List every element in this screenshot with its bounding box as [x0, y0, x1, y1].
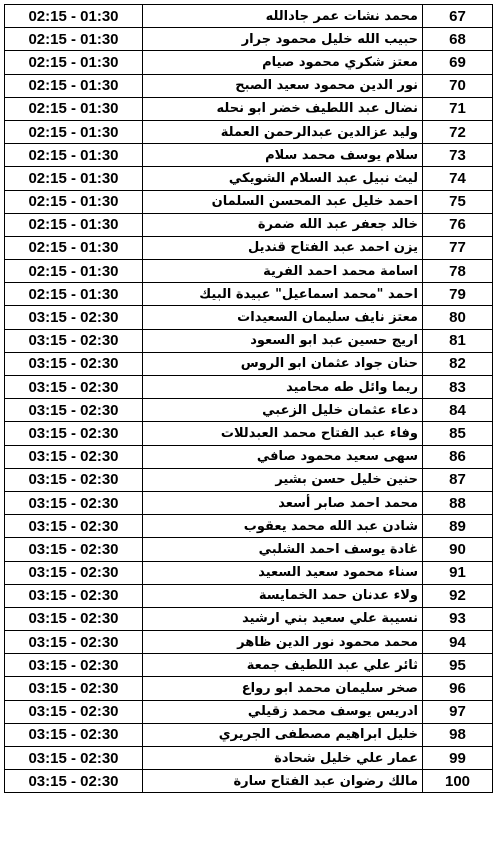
time-slot-cell: 02:15 - 01:30: [5, 74, 143, 97]
time-slot-cell: 03:15 - 02:30: [5, 770, 143, 793]
student-name-cell: نضال عبد اللطيف خضر ابو نحله: [143, 97, 423, 120]
table-row: [5, 422, 493, 445]
student-name-cell: حنين خليل حسن بشير: [143, 468, 423, 491]
row-number-cell: 91: [423, 561, 493, 584]
schedule-table: [4, 4, 493, 793]
row-number-cell: 73: [423, 144, 493, 167]
student-name-cell: معتز نايف سليمان السعيدات: [143, 306, 423, 329]
student-name-cell: مالك رضوان عبد الفتاح سارة: [143, 770, 423, 793]
student-name-cell: اريج حسين عبد ابو السعود: [143, 329, 423, 352]
time-slot-cell: 03:15 - 02:30: [5, 677, 143, 700]
time-slot-cell: 03:15 - 02:30: [5, 422, 143, 445]
row-number-cell: 81: [423, 329, 493, 352]
row-number-cell: 93: [423, 607, 493, 630]
time-slot-cell: 03:15 - 02:30: [5, 561, 143, 584]
time-slot-cell: 02:15 - 01:30: [5, 144, 143, 167]
row-number-cell: 67: [423, 5, 493, 28]
time-slot-cell: 03:15 - 02:30: [5, 491, 143, 514]
row-number-cell: 88: [423, 491, 493, 514]
time-slot-cell: 03:15 - 02:30: [5, 352, 143, 375]
time-slot-cell: 02:15 - 01:30: [5, 5, 143, 28]
time-slot-cell: 02:15 - 01:30: [5, 51, 143, 74]
table-row: [5, 306, 493, 329]
student-name-cell: سهى سعيد محمود صافي: [143, 445, 423, 468]
table-row: [5, 607, 493, 630]
student-name-cell: احمد خليل عبد المحسن السلمان: [143, 190, 423, 213]
student-name-cell: صخر سليمان محمد ابو رواع: [143, 677, 423, 700]
row-number-cell: 98: [423, 723, 493, 746]
table-row: [5, 468, 493, 491]
time-slot-cell: 02:15 - 01:30: [5, 28, 143, 51]
table-row: [5, 167, 493, 190]
time-slot-cell: 03:15 - 02:30: [5, 515, 143, 538]
student-name-cell: نسيبة علي سعيد بني ارشيد: [143, 607, 423, 630]
row-number-cell: 83: [423, 376, 493, 399]
student-name-cell: احمد "محمد اسماعيل" عبيدة البيك: [143, 283, 423, 306]
row-number-cell: 71: [423, 97, 493, 120]
student-name-cell: اسامة محمد احمد الفرية: [143, 260, 423, 283]
table-row: [5, 747, 493, 770]
time-slot-cell: 02:15 - 01:30: [5, 283, 143, 306]
time-slot-cell: 03:15 - 02:30: [5, 631, 143, 654]
time-slot-cell: 03:15 - 02:30: [5, 584, 143, 607]
time-slot-cell: 03:15 - 02:30: [5, 723, 143, 746]
table-row: [5, 584, 493, 607]
time-slot-cell: 03:15 - 02:30: [5, 607, 143, 630]
time-slot-cell: 03:15 - 02:30: [5, 399, 143, 422]
time-slot-cell: 03:15 - 02:30: [5, 329, 143, 352]
student-name-cell: وليد عزالدين عبدالرحمن العملة: [143, 120, 423, 143]
table-row: [5, 5, 493, 28]
row-number-cell: 89: [423, 515, 493, 538]
student-name-cell: وفاء عبد الفتاح محمد العبدللات: [143, 422, 423, 445]
table-row: [5, 677, 493, 700]
row-number-cell: 94: [423, 631, 493, 654]
table-row: [5, 190, 493, 213]
table-row: [5, 700, 493, 723]
student-name-cell: معتز شكري محمود صيام: [143, 51, 423, 74]
row-number-cell: 95: [423, 654, 493, 677]
row-number-cell: 69: [423, 51, 493, 74]
time-slot-cell: 03:15 - 02:30: [5, 306, 143, 329]
table-row: [5, 723, 493, 746]
row-number-cell: 80: [423, 306, 493, 329]
row-number-cell: 79: [423, 283, 493, 306]
table-row: [5, 538, 493, 561]
student-name-cell: محمد احمد صابر أسعد: [143, 491, 423, 514]
time-slot-cell: 03:15 - 02:30: [5, 445, 143, 468]
table-row: [5, 770, 493, 793]
row-number-cell: 74: [423, 167, 493, 190]
time-slot-cell: 03:15 - 02:30: [5, 700, 143, 723]
row-number-cell: 97: [423, 700, 493, 723]
table-row: [5, 144, 493, 167]
student-name-cell: حنان جواد عثمان ابو الروس: [143, 352, 423, 375]
student-name-cell: محمد محمود نور الدين ظاهر: [143, 631, 423, 654]
row-number-cell: 99: [423, 747, 493, 770]
student-name-cell: سلام يوسف محمد سلام: [143, 144, 423, 167]
student-name-cell: ريما وائل طه محاميد: [143, 376, 423, 399]
row-number-cell: 96: [423, 677, 493, 700]
table-row: [5, 352, 493, 375]
student-name-cell: ولاء عدنان حمد الخمايسة: [143, 584, 423, 607]
row-number-cell: 76: [423, 213, 493, 236]
time-slot-cell: 03:15 - 02:30: [5, 654, 143, 677]
row-number-cell: 77: [423, 236, 493, 259]
table-row: [5, 491, 493, 514]
student-name-cell: غادة يوسف احمد الشلبي: [143, 538, 423, 561]
table-row: [5, 120, 493, 143]
row-number-cell: 90: [423, 538, 493, 561]
table-row: [5, 260, 493, 283]
table-row: [5, 329, 493, 352]
row-number-cell: 82: [423, 352, 493, 375]
student-name-cell: محمد نشات عمر جادالله: [143, 5, 423, 28]
row-number-cell: 68: [423, 28, 493, 51]
table-row: [5, 283, 493, 306]
table-row: [5, 74, 493, 97]
student-name-cell: حبيب الله خليل محمود جرار: [143, 28, 423, 51]
row-number-cell: 72: [423, 120, 493, 143]
table-row: [5, 561, 493, 584]
time-slot-cell: 03:15 - 02:30: [5, 538, 143, 561]
time-slot-cell: 02:15 - 01:30: [5, 120, 143, 143]
row-number-cell: 100: [423, 770, 493, 793]
table-row: [5, 376, 493, 399]
student-name-cell: خالد جعفر عبد الله ضمرة: [143, 213, 423, 236]
time-slot-cell: 02:15 - 01:30: [5, 213, 143, 236]
row-number-cell: 92: [423, 584, 493, 607]
schedule-table-body: [5, 5, 493, 793]
student-name-cell: دعاء عثمان خليل الزعبي: [143, 399, 423, 422]
table-row: [5, 515, 493, 538]
student-name-cell: ادريس يوسف محمد زقيلي: [143, 700, 423, 723]
row-number-cell: 87: [423, 468, 493, 491]
table-row: [5, 51, 493, 74]
time-slot-cell: 03:15 - 02:30: [5, 468, 143, 491]
table-row: [5, 654, 493, 677]
time-slot-cell: 02:15 - 01:30: [5, 190, 143, 213]
student-name-cell: خليل ابراهيم مصطفى الجريري: [143, 723, 423, 746]
row-number-cell: 86: [423, 445, 493, 468]
student-name-cell: ليث نبيل عبد السلام الشويكي: [143, 167, 423, 190]
row-number-cell: 70: [423, 74, 493, 97]
student-name-cell: نور الدين محمود سعيد الصبح: [143, 74, 423, 97]
student-name-cell: يزن احمد عبد الفتاح قنديل: [143, 236, 423, 259]
student-name-cell: ثائر علي عبد اللطيف جمعة: [143, 654, 423, 677]
row-number-cell: 85: [423, 422, 493, 445]
time-slot-cell: 02:15 - 01:30: [5, 97, 143, 120]
time-slot-cell: 03:15 - 02:30: [5, 376, 143, 399]
table-row: [5, 97, 493, 120]
time-slot-cell: 03:15 - 02:30: [5, 747, 143, 770]
table-row: [5, 236, 493, 259]
table-row: [5, 213, 493, 236]
student-name-cell: شادن عبد الله محمد يعقوب: [143, 515, 423, 538]
time-slot-cell: 02:15 - 01:30: [5, 260, 143, 283]
table-row: [5, 445, 493, 468]
student-name-cell: سناء محمود سعيد السعيد: [143, 561, 423, 584]
table-row: [5, 631, 493, 654]
time-slot-cell: 02:15 - 01:30: [5, 236, 143, 259]
row-number-cell: 78: [423, 260, 493, 283]
row-number-cell: 84: [423, 399, 493, 422]
table-row: [5, 399, 493, 422]
table-row: [5, 28, 493, 51]
row-number-cell: 75: [423, 190, 493, 213]
student-name-cell: عمار علي خليل شحادة: [143, 747, 423, 770]
time-slot-cell: 02:15 - 01:30: [5, 167, 143, 190]
